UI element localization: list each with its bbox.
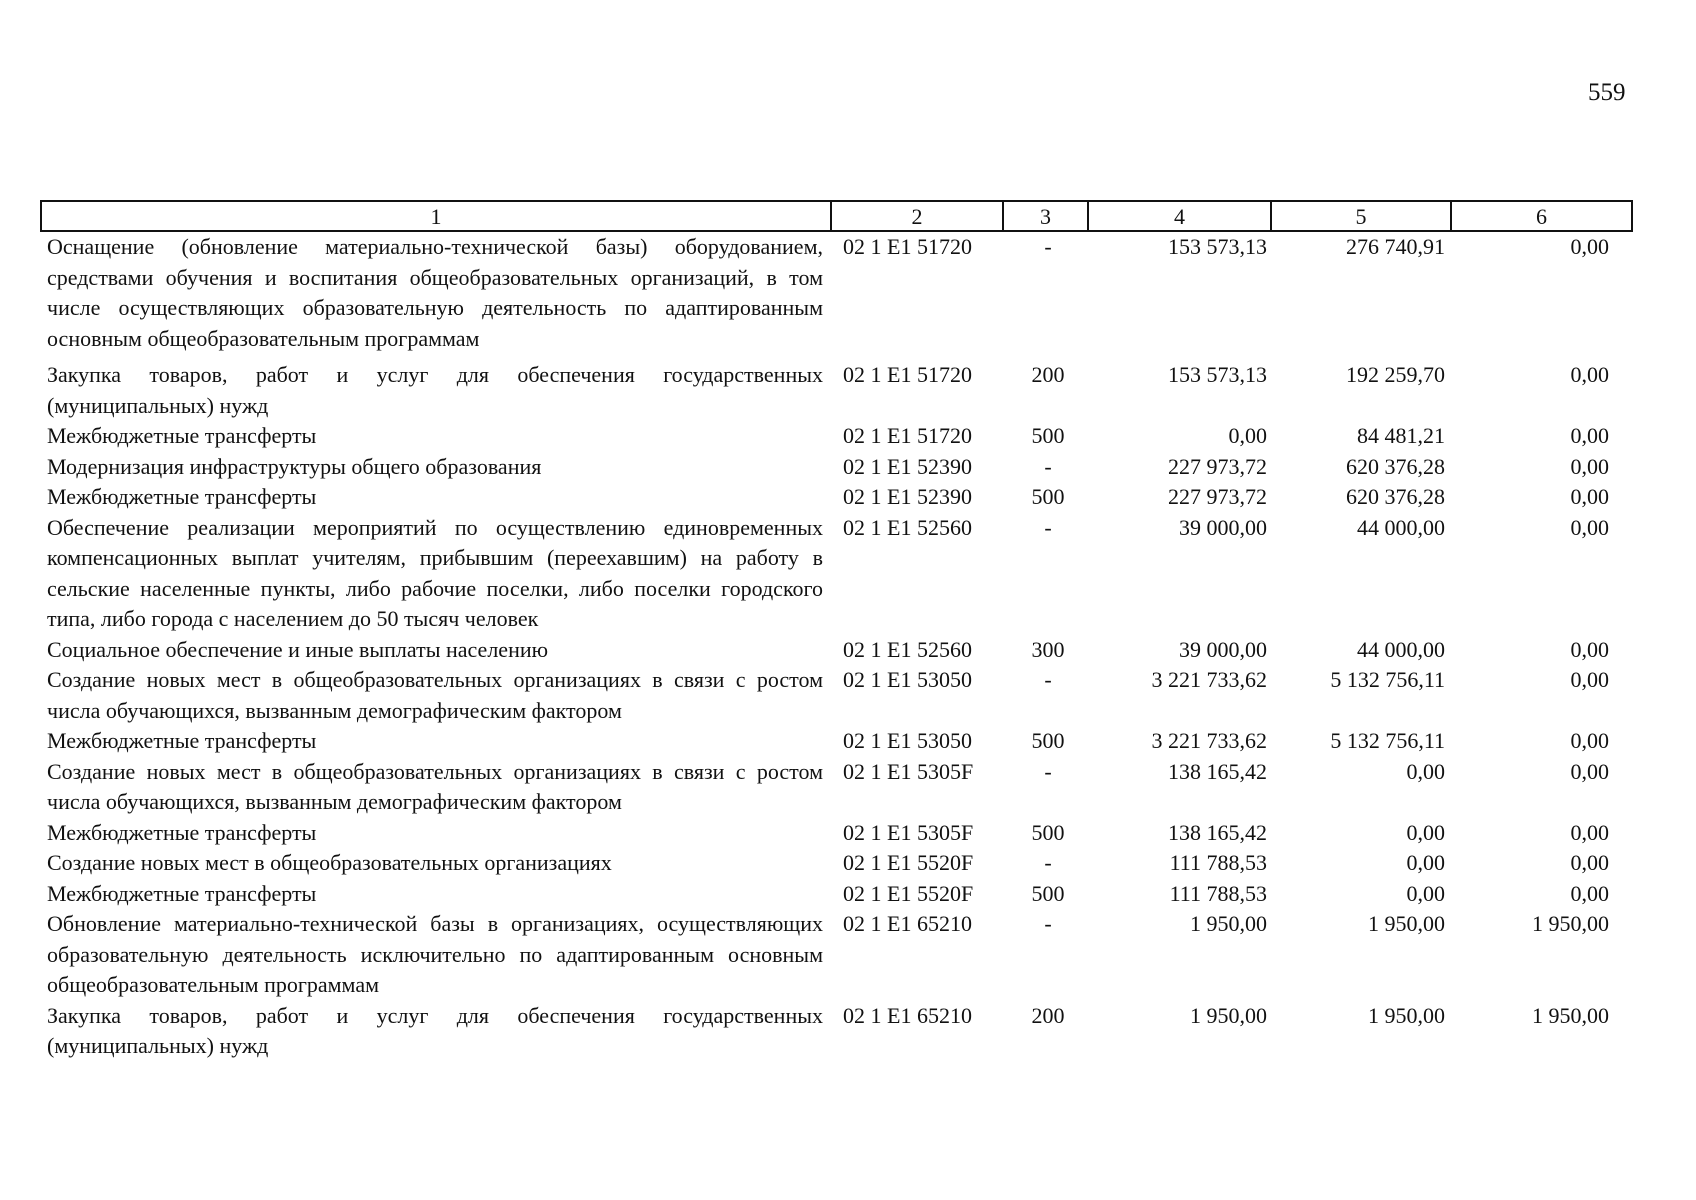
table-row (41, 635, 1632, 666)
row-expense-type: 500 (1031, 819, 1065, 845)
row-value-5: 0,00 (1406, 880, 1445, 906)
row-value-4: 1 950,00 (1190, 1002, 1267, 1028)
row-expense-type: - (1044, 453, 1052, 479)
header-row (41, 201, 1632, 231)
row-name: Обновление материально-технической базы в организациях, осуществляющих образовательную деятельность исключительно по адаптированным основным общеобразовательным программам (47, 911, 823, 997)
row-expense-type: - (1044, 667, 1052, 692)
row-expense-type: - (1044, 911, 1052, 936)
row-name: Модернизация инфраструктуры общего образования (47, 453, 542, 479)
row-value-6: 0,00 (1570, 880, 1609, 906)
row-value-6: 1 950,00 (1532, 1002, 1609, 1028)
row-code: 02 1 E1 65210 (843, 911, 972, 936)
row-code: 02 1 E1 5520F (843, 880, 974, 906)
row-expense-type: 500 (1031, 880, 1065, 906)
table-row (41, 848, 1632, 879)
row-value-5: 44 000,00 (1357, 636, 1445, 662)
row-code: 02 1 E1 5520F (843, 850, 974, 875)
row-name: Межбюджетные трансферты (47, 880, 317, 906)
row-name: Оснащение (обновление материально-технической базы) оборудованием, средствами обучения и воспитания общеобразовательных организаций, в том числе осуществляющих образовательную деятельность по адаптированным основным общеобразовательным программам (47, 234, 823, 351)
column-header-2: 2 (831, 201, 1003, 231)
row-value-4: 39 000,00 (1179, 636, 1267, 662)
row-code: 02 1 E1 65210 (843, 1002, 972, 1028)
table-row (41, 757, 1632, 818)
table-row (41, 482, 1632, 513)
row-value-6: 0,00 (1570, 667, 1609, 692)
row-expense-type: - (1044, 514, 1052, 540)
row-value-6: 0,00 (1570, 850, 1609, 875)
row-expense-type: 500 (1031, 423, 1065, 448)
row-value-5: 1 950,00 (1368, 1002, 1445, 1028)
row-value-5: 192 259,70 (1346, 362, 1445, 387)
row-name: Межбюджетные трансферты (47, 819, 317, 845)
row-name: Социальное обеспечение и иные выплаты населению (47, 636, 549, 662)
row-expense-type: - (1044, 758, 1052, 784)
row-value-4: 227 973,72 (1168, 484, 1267, 509)
row-value-5: 0,00 (1406, 758, 1445, 784)
row-name: Закупка товаров, работ и услуг для обеспечения государственных (муниципальных) нужд (47, 1002, 823, 1058)
row-value-6: 0,00 (1570, 453, 1609, 479)
row-expense-type: - (1044, 850, 1052, 875)
row-name: Межбюджетные трансферты (47, 728, 317, 753)
table-row (41, 909, 1632, 1001)
row-value-4: 227 973,72 (1168, 453, 1267, 479)
row-value-5: 0,00 (1406, 850, 1445, 875)
row-name: Закупка товаров, работ и услуг для обеспечения государственных (муниципальных) нужд (47, 362, 823, 418)
row-value-5: 276 740,91 (1346, 234, 1445, 259)
table-row (41, 421, 1632, 452)
row-code: 02 1 E1 51720 (843, 362, 972, 387)
row-value-4: 1 950,00 (1190, 911, 1267, 936)
row-expense-type: 300 (1031, 636, 1065, 662)
row-code: 02 1 E1 51720 (843, 234, 972, 259)
table-row (41, 1001, 1632, 1062)
row-value-6: 0,00 (1570, 758, 1609, 784)
row-value-4: 138 165,42 (1168, 758, 1267, 784)
row-value-4: 153 573,13 (1168, 234, 1267, 259)
table-row (41, 354, 1632, 421)
row-expense-type: 200 (1031, 1002, 1065, 1028)
budget-table-container (40, 200, 1631, 1062)
row-value-6: 0,00 (1570, 514, 1609, 540)
row-value-5: 5 132 756,11 (1330, 728, 1445, 753)
row-value-4: 0,00 (1228, 423, 1267, 448)
row-value-4: 3 221 733,62 (1151, 667, 1267, 692)
column-header-6: 6 (1451, 201, 1632, 231)
column-header-4: 4 (1088, 201, 1271, 231)
row-value-4: 138 165,42 (1168, 819, 1267, 845)
row-expense-type: 200 (1031, 362, 1065, 387)
row-code: 02 1 E1 52390 (843, 453, 972, 479)
row-code: 02 1 E1 51720 (843, 423, 972, 448)
row-value-4: 153 573,13 (1168, 362, 1267, 387)
row-value-5: 1 950,00 (1368, 911, 1445, 936)
table-row (41, 231, 1632, 354)
table-row (41, 665, 1632, 726)
row-value-6: 1 950,00 (1532, 911, 1609, 936)
row-code: 02 1 E1 52560 (843, 636, 972, 662)
table-row (41, 879, 1632, 910)
row-value-5: 620 376,28 (1346, 453, 1445, 479)
row-code: 02 1 E1 5305F (843, 758, 974, 784)
table-row (41, 726, 1632, 757)
row-code: 02 1 E1 53050 (843, 667, 972, 692)
page-number: 559 (1588, 79, 1626, 106)
row-expense-type: 500 (1031, 484, 1065, 509)
row-value-6: 0,00 (1570, 728, 1609, 753)
row-name: Создание новых мест в общеобразовательных организациях (47, 850, 612, 875)
budget-table (40, 200, 1633, 1062)
row-code: 02 1 E1 5305F (843, 819, 974, 845)
table-row (41, 818, 1632, 849)
row-name: Межбюджетные трансферты (47, 423, 317, 448)
row-expense-type: - (1044, 234, 1052, 259)
row-name: Создание новых мест в общеобразовательных организациях в связи с ростом числа обучающихся, вызванным демографическим фактором (47, 667, 823, 723)
row-value-6: 0,00 (1570, 636, 1609, 662)
row-code: 02 1 E1 53050 (843, 728, 972, 753)
row-value-6: 0,00 (1570, 819, 1609, 845)
table-row (41, 452, 1632, 483)
row-value-6: 0,00 (1570, 234, 1609, 259)
table-body (41, 231, 1632, 1062)
row-value-5: 84 481,21 (1357, 423, 1445, 448)
row-name: Межбюджетные трансферты (47, 484, 317, 509)
row-value-4: 39 000,00 (1179, 514, 1267, 540)
column-header-1: 1 (41, 201, 831, 231)
row-expense-type: 500 (1031, 728, 1065, 753)
row-name: Создание новых мест в общеобразовательных организациях в связи с ростом числа обучающихся, вызванным демографическим фактором (47, 758, 823, 814)
row-value-6: 0,00 (1570, 362, 1609, 387)
row-value-6: 0,00 (1570, 484, 1609, 509)
row-code: 02 1 E1 52390 (843, 484, 972, 509)
column-header-5: 5 (1271, 201, 1451, 231)
row-value-4: 111 788,53 (1169, 880, 1267, 906)
row-name: Обеспечение реализации мероприятий по осуществлению единовременных компенсационных выплат учителям, прибывшим (переехавшим) на работу в сельские населенные пункты, либо рабочие поселки, либо поселки городского типа, либо города с населением до 50 тысяч человек (47, 514, 823, 631)
row-value-5: 5 132 756,11 (1330, 667, 1445, 692)
row-value-6: 0,00 (1570, 423, 1609, 448)
row-code: 02 1 E1 52560 (843, 514, 972, 540)
table-row (41, 513, 1632, 635)
row-value-4: 3 221 733,62 (1151, 728, 1267, 753)
column-header-3: 3 (1003, 201, 1088, 231)
row-value-4: 111 788,53 (1169, 850, 1267, 875)
row-value-5: 620 376,28 (1346, 484, 1445, 509)
row-value-5: 0,00 (1406, 819, 1445, 845)
table-header (41, 201, 1632, 231)
row-value-5: 44 000,00 (1357, 514, 1445, 540)
